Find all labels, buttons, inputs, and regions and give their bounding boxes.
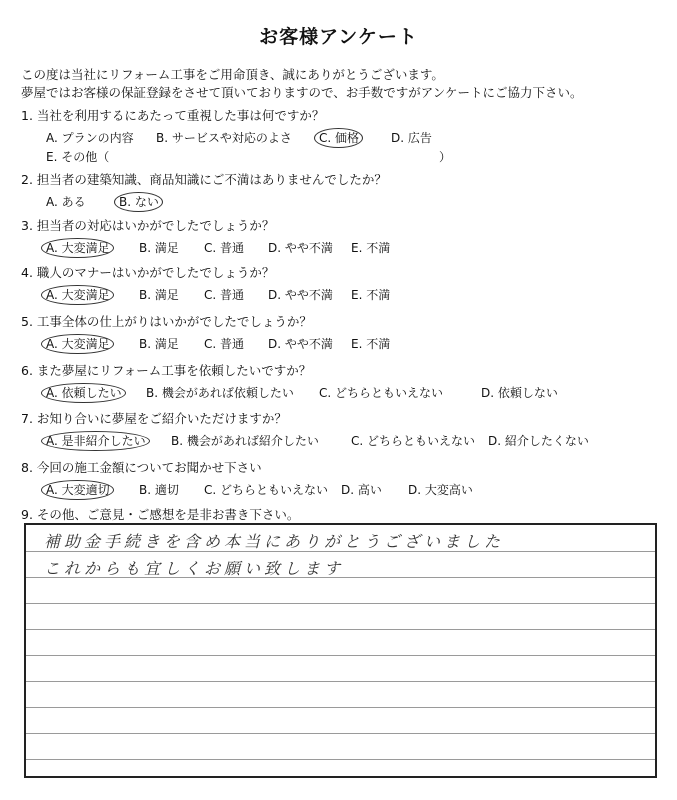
question-9 [21,506,299,524]
question-1 [21,107,452,166]
question-7-option-b[interactable]: B. 機会があれば紹介したい [171,434,319,448]
ruled-line [26,759,655,760]
question-5-option-e[interactable]: E. 不満 [351,337,391,351]
ruled-line [26,707,655,708]
question-8-option-d[interactable]: D. 高い [341,483,382,497]
question-7-options [21,431,589,451]
survey-title: お客様アンケート [259,26,418,48]
question-6-text: 6. また夢屋にリフォーム工事を依頼したいですか？ [21,363,312,378]
question-2-options [21,192,387,212]
question-6-option-b[interactable]: B. 機会があれば依頼したい [146,386,294,400]
question-4 [21,264,391,305]
question-5-option-c[interactable]: C. 普通 [204,337,245,351]
question-3-options [21,238,391,258]
question-8-option-e[interactable]: D. 大変高い [408,483,473,497]
question-9-text: 9. その他、ご意見・ご感想を是非お書き下さい。 [21,507,300,522]
question-1-options [21,128,432,148]
question-3-text: 3. 担当者の対応はいかがでしたでしょうか？ [21,218,275,233]
handwritten-comment-line-1: 補助金手続きを含め本当にありがとうございました [44,532,505,551]
question-8-option-c[interactable]: C. どちらともいえない [204,483,329,497]
question-2 [21,171,387,212]
other-close-paren: ） [439,150,452,164]
question-7 [21,410,589,451]
question-4-options [21,285,391,305]
ruled-line [26,629,655,630]
question-2-text: 2. 担当者の建築知識、商品知識にご不満はありませんでしたか？ [21,172,387,187]
question-5-option-a[interactable]: A. 大変満足 [46,334,110,354]
question-6 [21,362,558,403]
question-8-text: 8. 今回の施工金額についてお聞かせ下さい [21,460,262,475]
question-1-option-e[interactable]: E. その他（ [46,150,110,164]
question-1-option-c[interactable]: C. 価格 [319,128,359,148]
question-5 [21,313,391,354]
question-4-option-c[interactable]: C. 普通 [204,288,245,302]
ruled-line [26,603,655,604]
question-3-option-c[interactable]: C. 普通 [204,241,245,255]
question-4-text: 4. 職人のマナーはいかがでしたでしょうか？ [21,265,275,280]
question-6-options [21,383,558,403]
question-4-option-e[interactable]: E. 不満 [351,288,391,302]
question-2-option-b[interactable]: B. ない [119,192,159,212]
ruled-line [26,681,655,682]
question-3-option-d[interactable]: D. やや不満 [268,241,333,255]
comment-box[interactable] [24,523,657,778]
question-4-option-b[interactable]: B. 満足 [139,288,179,302]
question-7-option-a[interactable]: A. 是非紹介したい [46,431,146,451]
question-3-option-e[interactable]: E. 不満 [351,241,391,255]
question-1-other-row [21,148,452,166]
question-1-option-b[interactable]: B. サービスや対応のよさ [156,131,292,145]
question-7-text: 7. お知り合いに夢屋をご紹介いただけますか？ [21,411,287,426]
question-1-option-a[interactable]: A. プランの内容 [46,131,134,145]
question-6-option-a[interactable]: A. 依頼したい [46,383,122,403]
question-8-option-a[interactable]: A. 大変適切 [46,480,110,500]
ruled-line [26,733,655,734]
question-3-option-b[interactable]: B. 満足 [139,241,179,255]
question-6-option-c[interactable]: C. どちらともいえない [319,386,444,400]
question-6-option-d[interactable]: D. 依頼しない [481,386,558,400]
question-5-options [21,334,391,354]
question-7-option-c[interactable]: C. どちらともいえない [351,434,476,448]
question-4-option-d[interactable]: D. やや不満 [268,288,333,302]
question-8-option-b[interactable]: B. 適切 [139,483,179,497]
handwritten-comment-line-2: これからも宜しくお願い致します [44,559,345,578]
question-8 [21,459,473,500]
question-8-options [21,480,473,500]
question-1-option-d[interactable]: D. 広告 [391,131,432,145]
question-2-option-a[interactable]: A. ある [46,195,86,209]
question-5-text: 5. 工事全体の仕上がりはいかがでしたでしょうか？ [21,314,312,329]
intro-line-2: 夢屋ではお客様の保証登録をさせて頂いておりますので、お手数ですがアンケートにご協力下さい。 [21,85,583,100]
intro-line-1: この度は当社にリフォーム工事をご用命頂き、誠にありがとうございます。 [21,67,444,82]
question-7-option-d[interactable]: D. 紹介したくない [488,434,589,448]
question-5-option-d[interactable]: D. やや不満 [268,337,333,351]
question-4-option-a[interactable]: A. 大変満足 [46,285,110,305]
question-5-option-b[interactable]: B. 満足 [139,337,179,351]
ruled-line [26,655,655,656]
question-3 [21,217,391,258]
question-1-text: 1. 当社を利用するにあたって重視した事は何ですか？ [21,108,325,123]
question-3-option-a[interactable]: A. 大変満足 [46,238,110,258]
